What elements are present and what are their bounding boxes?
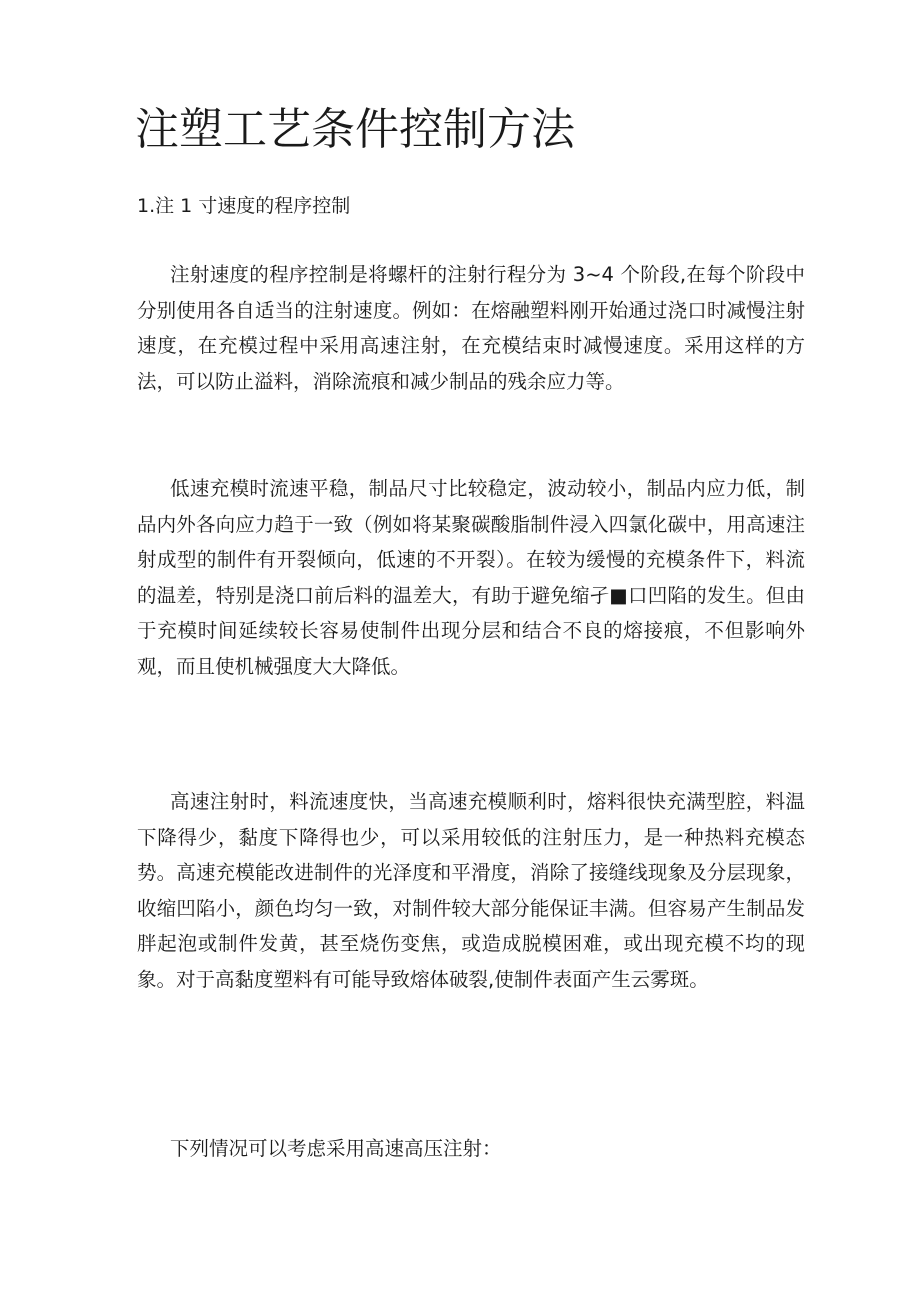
document-title: 注塑工艺条件控制方法 bbox=[135, 104, 575, 155]
paragraph-injection-speed-program: 注射速度的程序控制是将螺杆的注射行程分为 3~4 个阶段,在每个阶段中分别使用各自适当的注射速度。例如：在熔融塑料刚开始通过浇口时减慢注射速度，在充模过程中采用高速注射，在充模结束时减慢速度。采用这样的方法，可以防止溢料，消除流痕和减少制品的残余应力等。 bbox=[137, 263, 805, 393]
paragraph-high-speed-injection: 高速注射时，料流速度快，当高速充模顺利时，熔料很快充满型腔，料温下降得少，黏度下降得也少，可以采用较低的注射压力，是一种热料充模态势。高速充模能改进制件的光泽度和平滑度，消除了接缝线现象及分层现象，收缩凹陷小，颜色均匀一致，对制件较大部分能保证丰满。但容易产生制品发胖起泡或制件发黄，甚至烧伤变焦，或造成脱模困难，或出现充模不均的现象。对于高黏度塑料有可能导致熔体破裂,使制件表面产生云雾斑。 bbox=[137, 790, 805, 991]
paragraph-high-speed-conditions: 下列情况可以考虑采用高速高压注射： bbox=[170, 1137, 502, 1160]
paragraph-low-speed-filling: 低速充模时流速平稳，制品尺寸比较稳定，波动较小，制品内应力低，制品内外各向应力趋于一致（例如将某聚碳酸脂制件浸入四氯化碳中，用高速注射成型的制件有开裂倾向，低速的不开裂）。在较为缓慢的充模条件下，料流的温差，特别是浇口前后料的温差大，有助于避免缩孑■口凹陷的发生。但由于充模时间延续较长容易使制件出现分层和结合不良的熔接痕，不但影响外观，而且使机械强度大大降低。 bbox=[137, 477, 805, 678]
section-heading: 1.注 1 寸速度的程序控制 bbox=[137, 195, 351, 217]
